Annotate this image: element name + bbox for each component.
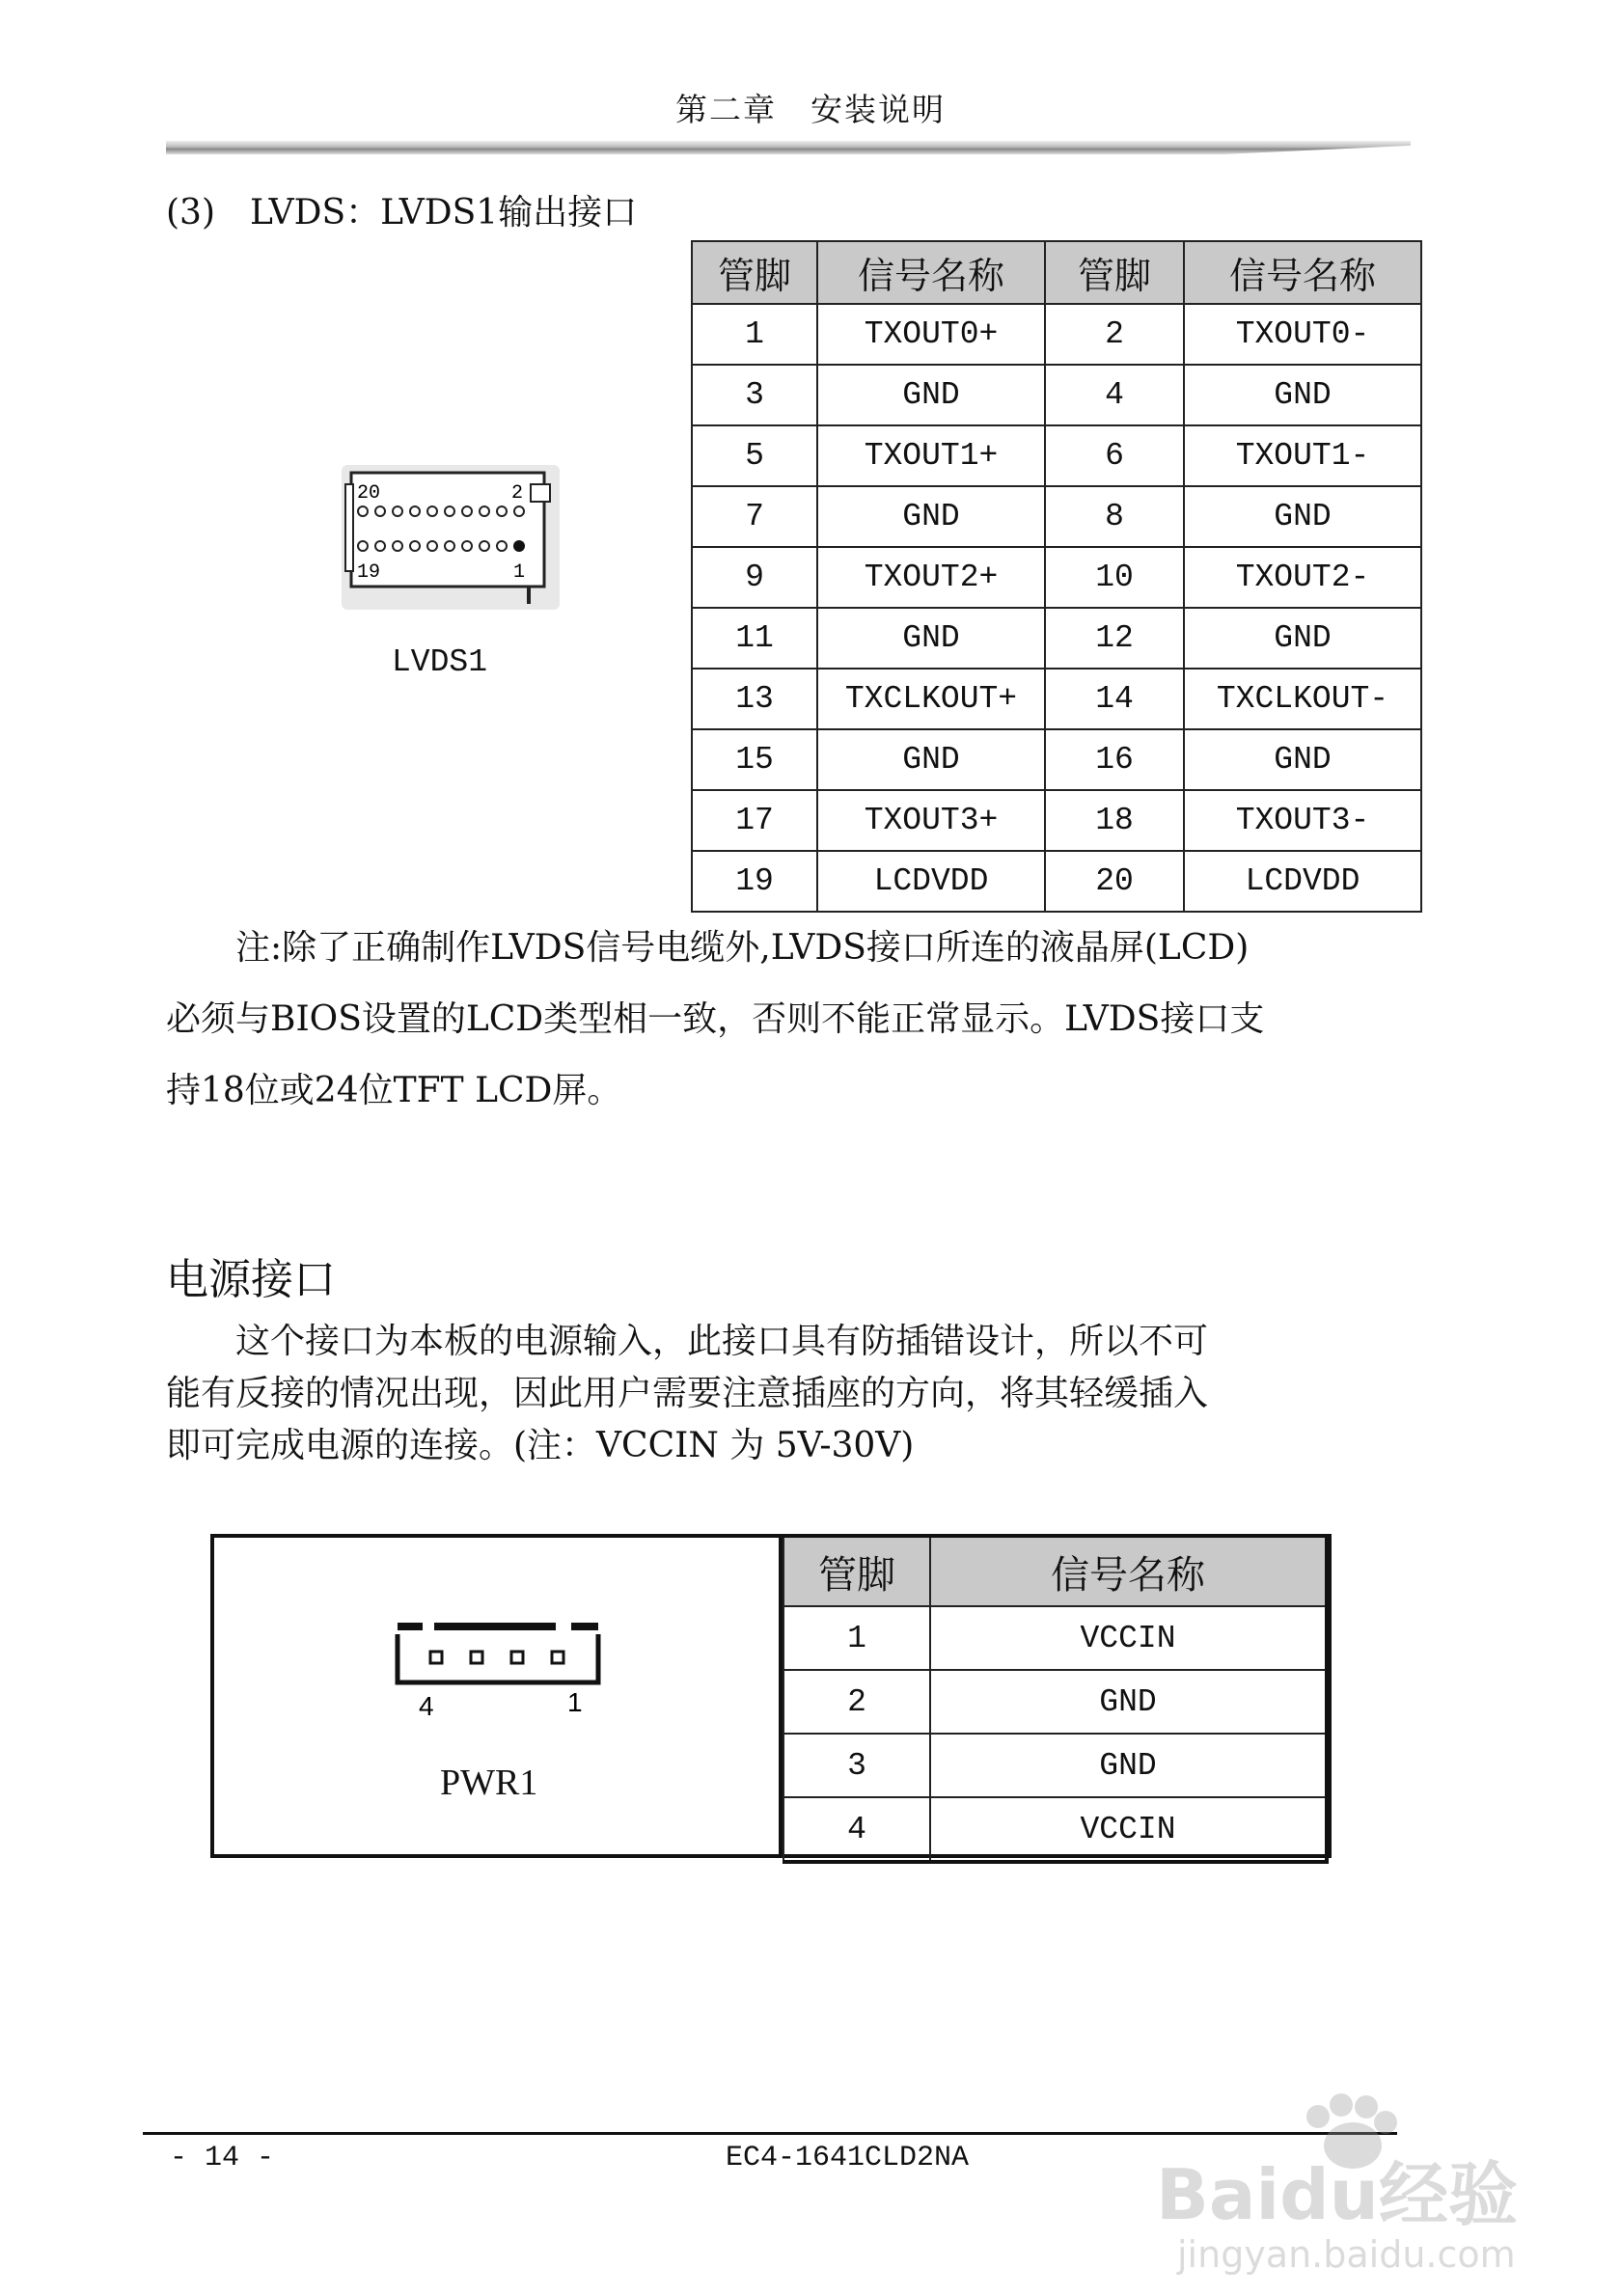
table-row: [692, 547, 1421, 608]
signal-name-cell: TXOUT2+: [817, 547, 1045, 608]
pin-number-cell: 19: [692, 851, 817, 912]
power-description-line: 这个接口为本板的电源输入，此接口具有防插错设计，所以不可: [166, 1322, 1209, 1361]
pin-number-cell: 3: [783, 1734, 930, 1797]
pin-number-cell: 2: [1045, 304, 1184, 365]
column-header: 信号名称: [1184, 241, 1421, 304]
baidu-watermark-logo: [1148, 2084, 1553, 2277]
lvds-section-title: (3) LVDS：LVDS1输出接口: [166, 193, 638, 232]
signal-name-cell: TXOUT1+: [817, 425, 1045, 486]
signal-name-cell: VCCIN: [930, 1797, 1327, 1862]
table-row: [692, 790, 1421, 851]
signal-name-cell: GND: [817, 729, 1045, 790]
table-row: [783, 1670, 1327, 1734]
column-header: 管脚: [1045, 241, 1184, 304]
power-description-line: 即可完成电源的连接。(注：VCCIN 为 5V-30V): [166, 1426, 915, 1465]
pin-number-cell: 15: [692, 729, 817, 790]
signal-name-cell: GND: [817, 608, 1045, 669]
lvds-pin19-label: 19: [357, 561, 381, 584]
lvds-pin2-label: 2: [511, 482, 524, 505]
signal-name-cell: VCCIN: [930, 1606, 1327, 1670]
pin-number-cell: 10: [1045, 547, 1184, 608]
table-row: [692, 608, 1421, 669]
table-row: [692, 486, 1421, 547]
footer-model-number: EC4-1641CLD2NA: [726, 2142, 970, 2174]
pin-number-cell: 18: [1045, 790, 1184, 851]
table-row: [783, 1734, 1327, 1797]
signal-name-cell: GND: [1184, 486, 1421, 547]
pin-number-cell: 14: [1045, 669, 1184, 729]
table-row: [692, 669, 1421, 729]
signal-name-cell: TXOUT0+: [817, 304, 1045, 365]
pwr-pin1-label: 1: [567, 1687, 583, 1717]
power-connector-icon: [386, 1613, 618, 1719]
signal-name-cell: TXOUT2-: [1184, 547, 1421, 608]
pin-number-cell: 4: [1045, 365, 1184, 425]
power-section-title: 电源接口: [166, 1255, 336, 1304]
pin-number-cell: 20: [1045, 851, 1184, 912]
table-header-row: [692, 241, 1421, 304]
column-header: 管脚: [692, 241, 817, 304]
lvds-note-line: 注:除了正确制作LVDS信号电缆外,LVDS接口所连的液晶屏(LCD): [166, 928, 1250, 968]
pin-number-cell: 16: [1045, 729, 1184, 790]
power-pin-table: [783, 1534, 1329, 1864]
pin-number-cell: 3: [692, 365, 817, 425]
pin-number-cell: 6: [1045, 425, 1184, 486]
column-header: 管脚: [783, 1536, 930, 1606]
pin-number-cell: 12: [1045, 608, 1184, 669]
power-description: [166, 1316, 1440, 1472]
table-row: [692, 729, 1421, 790]
table-row: [692, 304, 1421, 365]
signal-name-cell: GND: [1184, 729, 1421, 790]
power-description-line: 能有反接的情况出现，因此用户需要注意插座的方向，将其轻缓插入: [166, 1374, 1209, 1413]
pin-number-cell: 8: [1045, 486, 1184, 547]
header-rule: [166, 141, 1411, 154]
lvds-table-body: [692, 304, 1421, 912]
lvds-note-line: 持18位或24位TFT LCD屏。: [166, 1071, 622, 1110]
pin-number-cell: 2: [783, 1670, 930, 1734]
page-header-title: 第二章 安装说明: [675, 91, 946, 128]
pwr-pin4-label: 4: [419, 1691, 434, 1719]
signal-name-cell: GND: [930, 1734, 1327, 1797]
signal-name-cell: TXCLKOUT-: [1184, 669, 1421, 729]
lvds-connector-diagram: [342, 465, 560, 610]
pin-number-cell: 1: [783, 1606, 930, 1670]
power-connector-label: PWR1: [440, 1763, 538, 1803]
pin-number-cell: 4: [783, 1797, 930, 1862]
pin-number-cell: 1: [692, 304, 817, 365]
signal-name-cell: GND: [1184, 365, 1421, 425]
table-row: [783, 1606, 1327, 1670]
table-row: [783, 1797, 1327, 1862]
table-row: [692, 365, 1421, 425]
column-header: 信号名称: [817, 241, 1045, 304]
table-row: [692, 425, 1421, 486]
lvds-note-line: 必须与BIOS设置的LCD类型相一致，否则不能正常显示。LVDS接口支: [166, 999, 1265, 1039]
lvds-pin20-label: 20: [357, 482, 381, 505]
signal-name-cell: TXCLKOUT+: [817, 669, 1045, 729]
watermark-brand: Baidu经验: [1156, 2154, 1518, 2235]
signal-name-cell: GND: [817, 365, 1045, 425]
watermark-url: jingyan.baidu.com: [1177, 2233, 1516, 2276]
lvds-connector-icon: [342, 465, 560, 610]
column-header: 信号名称: [930, 1536, 1327, 1606]
table-header-row: [783, 1536, 1327, 1606]
power-table-body: [783, 1606, 1327, 1862]
signal-name-cell: TXOUT3+: [817, 790, 1045, 851]
signal-name-cell: TXOUT1-: [1184, 425, 1421, 486]
signal-name-cell: LCDVDD: [1184, 851, 1421, 912]
signal-name-cell: TXOUT0-: [1184, 304, 1421, 365]
lvds-pin1-label: 1: [513, 561, 526, 584]
signal-name-cell: GND: [1184, 608, 1421, 669]
signal-name-cell: GND: [817, 486, 1045, 547]
pin-number-cell: 17: [692, 790, 817, 851]
pin-number-cell: 11: [692, 608, 817, 669]
footer-page-number: - 14 -: [170, 2142, 275, 2174]
lvds-connector-label: LVDS1: [392, 644, 488, 680]
signal-name-cell: LCDVDD: [817, 851, 1045, 912]
pin-number-cell: 7: [692, 486, 817, 547]
pin-number-cell: 9: [692, 547, 817, 608]
table-row: [692, 851, 1421, 912]
signal-name-cell: GND: [930, 1670, 1327, 1734]
lvds-note: [166, 913, 1440, 1127]
pin-number-cell: 13: [692, 669, 817, 729]
signal-name-cell: TXOUT3-: [1184, 790, 1421, 851]
lvds-pin-table: [691, 240, 1422, 913]
pin-number-cell: 5: [692, 425, 817, 486]
